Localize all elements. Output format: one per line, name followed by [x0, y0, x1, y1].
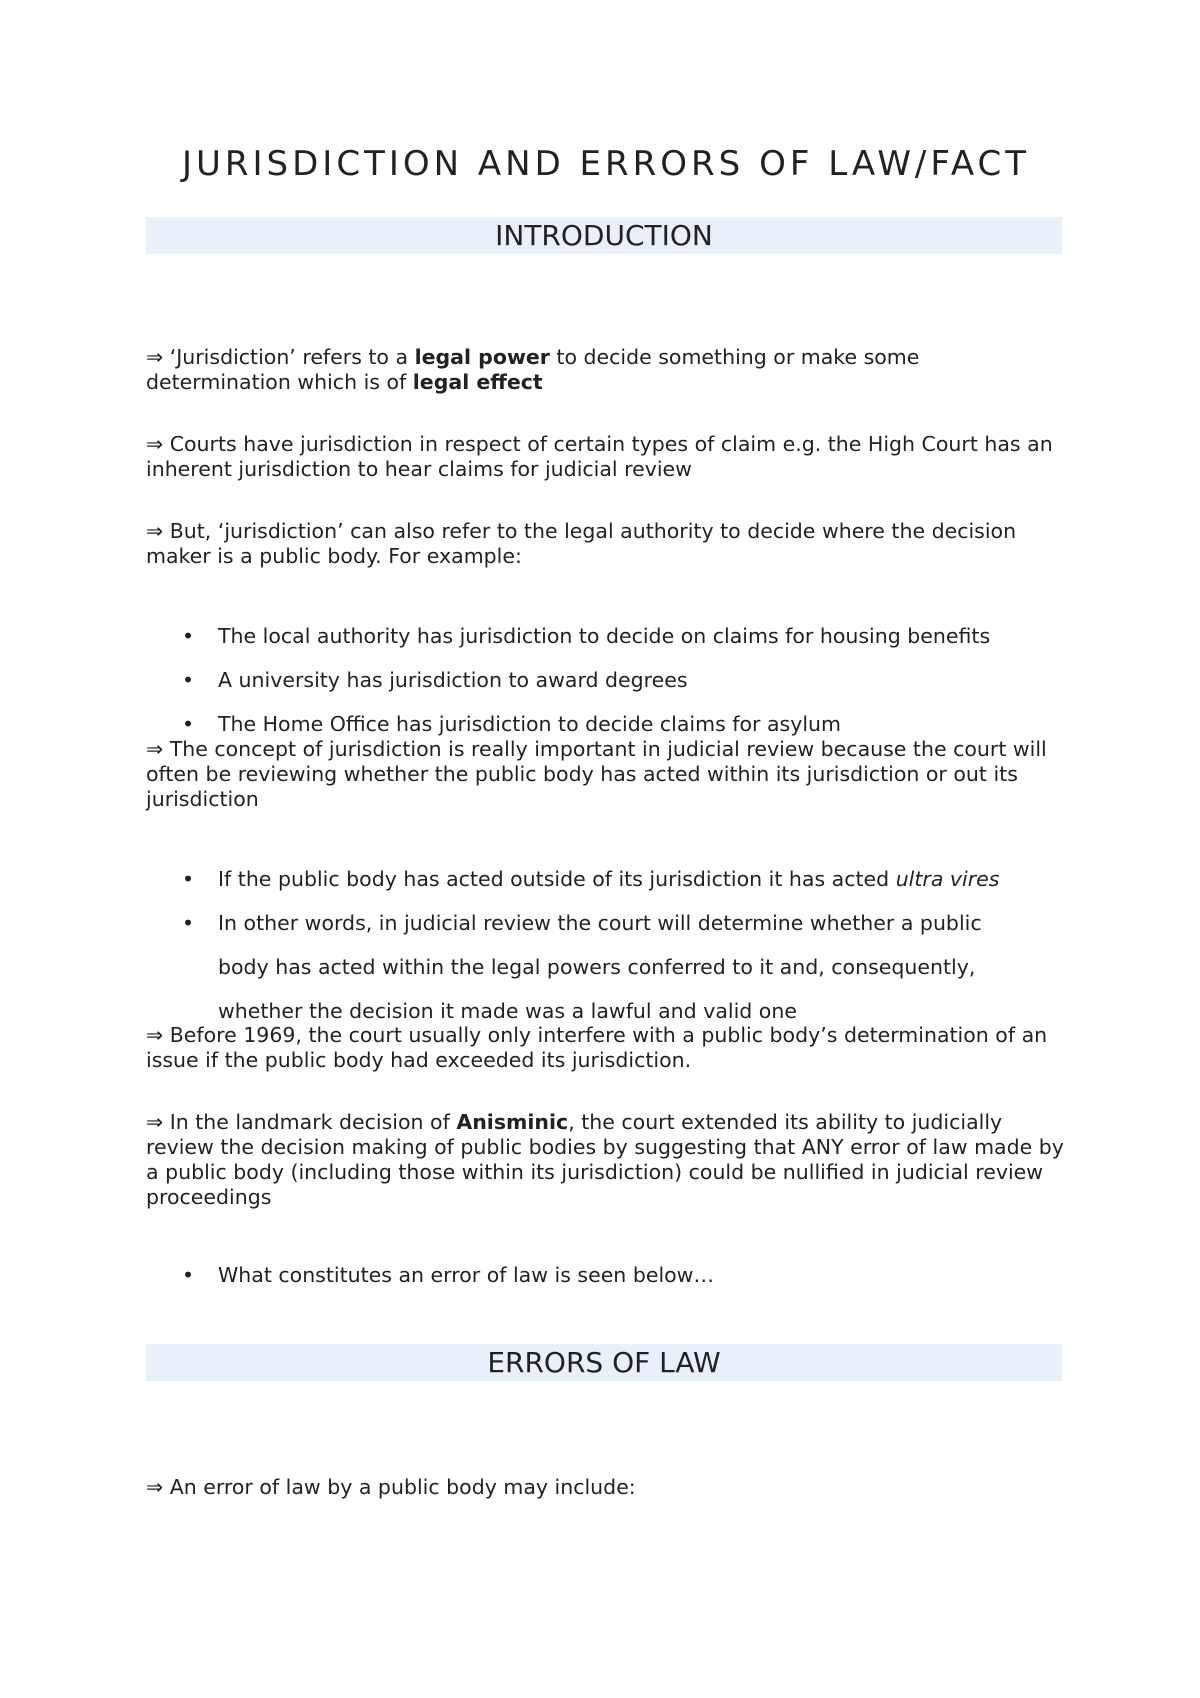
bullet-icon: •: [182, 867, 195, 891]
arrow-icon: ⇒: [146, 737, 164, 761]
paragraph-public-body-jurisdiction: ⇒ But, ‘jurisdiction’ can also refer to the legal authority to decide where the decision maker is a public body. For example:: [146, 519, 1017, 568]
arrow-icon: ⇒: [146, 432, 164, 456]
paragraph-before-1969: ⇒ Before 1969, the court usually only interfere with a public body’s determination of an issue if the public body had exceeded its jurisdiction.: [146, 1023, 1048, 1072]
paragraph-anisminic: ⇒ In the landmark decision of Anisminic, the court extended its ability to judicially review the decision making of public bodies by suggesting that ANY error of law made by a public body (including those within its jurisdiction) could be nullified in judicial review proceedings: [146, 1110, 1064, 1209]
arrow-icon: ⇒: [146, 519, 164, 543]
list-item: • If the public body has acted outside of its jurisdiction it has acted ultra vires: [146, 857, 1066, 901]
arrow-icon: ⇒: [146, 345, 164, 369]
list-item: • A university has jurisdiction to award degrees: [146, 658, 1066, 702]
paragraph-courts-jurisdiction: ⇒ Courts have jurisdiction in respect of certain types of claim e.g. the High Court has an inherent jurisdiction to hear claims for judicial review: [146, 432, 1053, 481]
section-heading-errors-of-law: ERRORS OF LAW: [146, 1344, 1062, 1381]
arrow-icon: ⇒: [146, 1475, 164, 1499]
paragraph-jurisdiction-definition: ⇒ ‘Jurisdiction’ refers to a legal power to decide something or make some determination which is of legal effect: [146, 345, 920, 394]
bullet-icon: •: [182, 1263, 195, 1287]
arrow-icon: ⇒: [146, 1023, 164, 1047]
bullet-icon: •: [182, 668, 195, 692]
paragraph-error-of-law-includes: ⇒ An error of law by a public body may include:: [146, 1475, 636, 1499]
list-item: • The Home Office has jurisdiction to decide claims for asylum: [146, 702, 1066, 746]
bullet-icon: •: [182, 624, 195, 648]
bullet-icon: •: [182, 911, 195, 935]
section-heading-introduction: INTRODUCTION: [146, 217, 1062, 254]
paragraph-concept-importance: ⇒ The concept of jurisdiction is really important in judicial review because the court will often be reviewing whether the public body has acted within its jurisdiction or out its jurisdiction: [146, 737, 1047, 811]
bullet-icon: •: [182, 712, 195, 736]
list-item: • The local authority has jurisdiction to decide on claims for housing benefits: [146, 614, 1066, 658]
page-title: JURISDICTION AND ERRORS OF LAW/FACT: [181, 144, 1030, 184]
list-item: • In other words, in judicial review the court will determine whether a public body has acted within the legal powers conferred to it and, consequently, whether the decision it made was a lawful and valid one: [146, 901, 1066, 1033]
list-item: • What constitutes an error of law is seen below…: [146, 1253, 1066, 1297]
arrow-icon: ⇒: [146, 1110, 164, 1134]
